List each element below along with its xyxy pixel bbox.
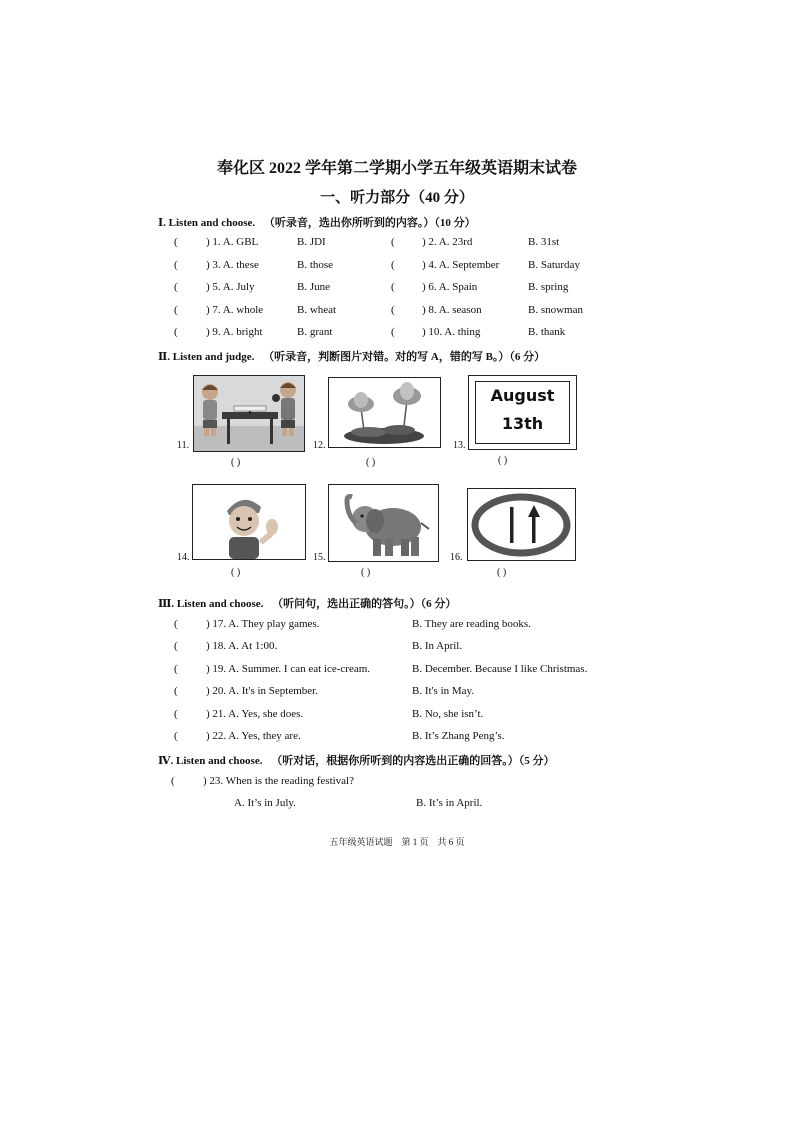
page-footer: 五年级英语试题 第 1 页 共 6 页 bbox=[329, 837, 465, 847]
picture-elephant bbox=[328, 484, 439, 562]
option-b: B. thank bbox=[528, 326, 566, 338]
paren: ( bbox=[174, 259, 178, 271]
date-day: 13th bbox=[501, 414, 544, 433]
picture-lotus bbox=[328, 377, 441, 448]
question-20-b: B. It's in May. bbox=[412, 685, 475, 697]
question-17-a: ) 17. A. They play games. bbox=[206, 618, 320, 630]
section-3-heading bbox=[158, 595, 456, 611]
paren: ( bbox=[174, 730, 178, 742]
pic-number-16: 16. bbox=[450, 552, 463, 563]
date-month: August bbox=[490, 386, 555, 405]
section-2-heading bbox=[158, 348, 545, 364]
picture-sign bbox=[467, 488, 576, 561]
question-8: ) 8. A. season bbox=[422, 304, 482, 316]
question-3: ) 3. A. these bbox=[206, 259, 259, 271]
section-4-heading bbox=[158, 752, 554, 768]
pic-number-15: 15. bbox=[313, 552, 326, 563]
option-b: B. June bbox=[297, 281, 330, 293]
section-4-note: （听对话，根据你所听到的内容选出正确的回答。）（5 分） bbox=[271, 755, 555, 767]
section-1-title: Ⅰ. Listen and choose. bbox=[158, 217, 256, 229]
paren: ( bbox=[174, 663, 178, 675]
question-20-a: ) 20. A. It's in September. bbox=[206, 685, 318, 697]
exam-title: 奉化区 2022 学年第二学期小学五年级英语期末试卷 bbox=[216, 160, 577, 177]
paren: ( bbox=[391, 326, 395, 338]
paren: ( bbox=[391, 304, 395, 316]
option-b: B. wheat bbox=[297, 304, 337, 316]
pic-number-11: 11. bbox=[177, 440, 190, 451]
answer-paren-11: ( ) bbox=[231, 457, 241, 468]
question-21-b: B. No, she isn’t. bbox=[412, 708, 484, 720]
option-b: B. Saturday bbox=[528, 259, 580, 271]
paren: ( bbox=[391, 259, 395, 271]
answer-paren-13: ( ) bbox=[498, 455, 508, 466]
paren: ( bbox=[174, 685, 178, 697]
picture-boy-waving bbox=[192, 484, 306, 560]
question-17-b: B. They are reading books. bbox=[412, 618, 531, 630]
pic-number-12: 12. bbox=[313, 440, 326, 451]
paren: ( bbox=[174, 326, 178, 338]
paren: ( bbox=[171, 775, 175, 787]
answer-paren-15: ( ) bbox=[361, 567, 371, 578]
option-b: B. snowman bbox=[528, 304, 583, 316]
section-2-note: （听录音，判断图片对错。对的写 A，错的写 B。）（6 分） bbox=[263, 351, 546, 363]
part-title: 一、听力部分（40 分） bbox=[320, 190, 474, 206]
question-6: ) 6. A. Spain bbox=[422, 281, 478, 293]
paren: ( bbox=[174, 304, 178, 316]
option-b: B. those bbox=[297, 259, 334, 271]
question-19-a: ) 19. A. Summer. I can eat ice-cream. bbox=[206, 663, 371, 675]
answer-paren-14: ( ) bbox=[231, 567, 241, 578]
answer-paren-16: ( ) bbox=[497, 567, 507, 578]
question-22-b: B. It’s Zhang Peng’s. bbox=[412, 730, 505, 742]
question-18-b: B. In April. bbox=[412, 640, 463, 652]
section-3-title: Ⅲ. Listen and choose. bbox=[158, 598, 264, 610]
picture-date-card bbox=[468, 375, 577, 450]
paren: ( bbox=[174, 640, 178, 652]
question-21-a: ) 21. A. Yes, she does. bbox=[206, 708, 304, 720]
paren: ( bbox=[174, 618, 178, 630]
paren: ( bbox=[174, 236, 178, 248]
pic-number-13: 13. bbox=[453, 440, 466, 451]
paren: ( bbox=[174, 708, 178, 720]
paren: ( bbox=[391, 236, 395, 248]
picture-table-tennis bbox=[193, 375, 305, 452]
section-3-note: （听问句，选出正确的答句。）（6 分） bbox=[272, 598, 457, 610]
question-19-b: B. December. Because I like Christmas. bbox=[412, 663, 588, 675]
date-card-inner bbox=[475, 381, 570, 444]
question-4: ) 4. A. September bbox=[422, 259, 500, 271]
section-2-title: Ⅱ. Listen and judge. bbox=[158, 351, 255, 363]
paren: ( bbox=[174, 281, 178, 293]
question-22-a: ) 22. A. Yes, they are. bbox=[206, 730, 301, 742]
answer-paren-12: ( ) bbox=[366, 457, 376, 468]
question-9: ) 9. A. bright bbox=[206, 326, 263, 338]
option-b: B. 31st bbox=[528, 236, 560, 248]
question-5: ) 5. A. July bbox=[206, 281, 255, 293]
question-18-a: ) 18. A. At 1:00. bbox=[206, 640, 278, 652]
section-4-title: Ⅳ. Listen and choose. bbox=[158, 755, 263, 767]
question-10: ) 10. A. thing bbox=[422, 326, 481, 338]
pic-number-14: 14. bbox=[177, 552, 190, 563]
question-23-b: B. It’s in April. bbox=[416, 797, 483, 809]
option-b: B. grant bbox=[297, 326, 333, 338]
question-7: ) 7. A. whole bbox=[206, 304, 264, 316]
question-23-a: A. It’s in July. bbox=[234, 797, 296, 809]
option-b: B. spring bbox=[528, 281, 569, 293]
section-1-heading bbox=[158, 214, 476, 230]
question-1: ) 1. A. GBL bbox=[206, 236, 259, 248]
section-1-note: （听录音，选出你所听到的内容。）（10 分） bbox=[263, 217, 476, 229]
paren: ( bbox=[391, 281, 395, 293]
question-23: ) 23. When is the reading festival? bbox=[203, 775, 354, 787]
option-b: B. JDI bbox=[297, 236, 326, 248]
question-2: ) 2. A. 23rd bbox=[422, 236, 473, 248]
